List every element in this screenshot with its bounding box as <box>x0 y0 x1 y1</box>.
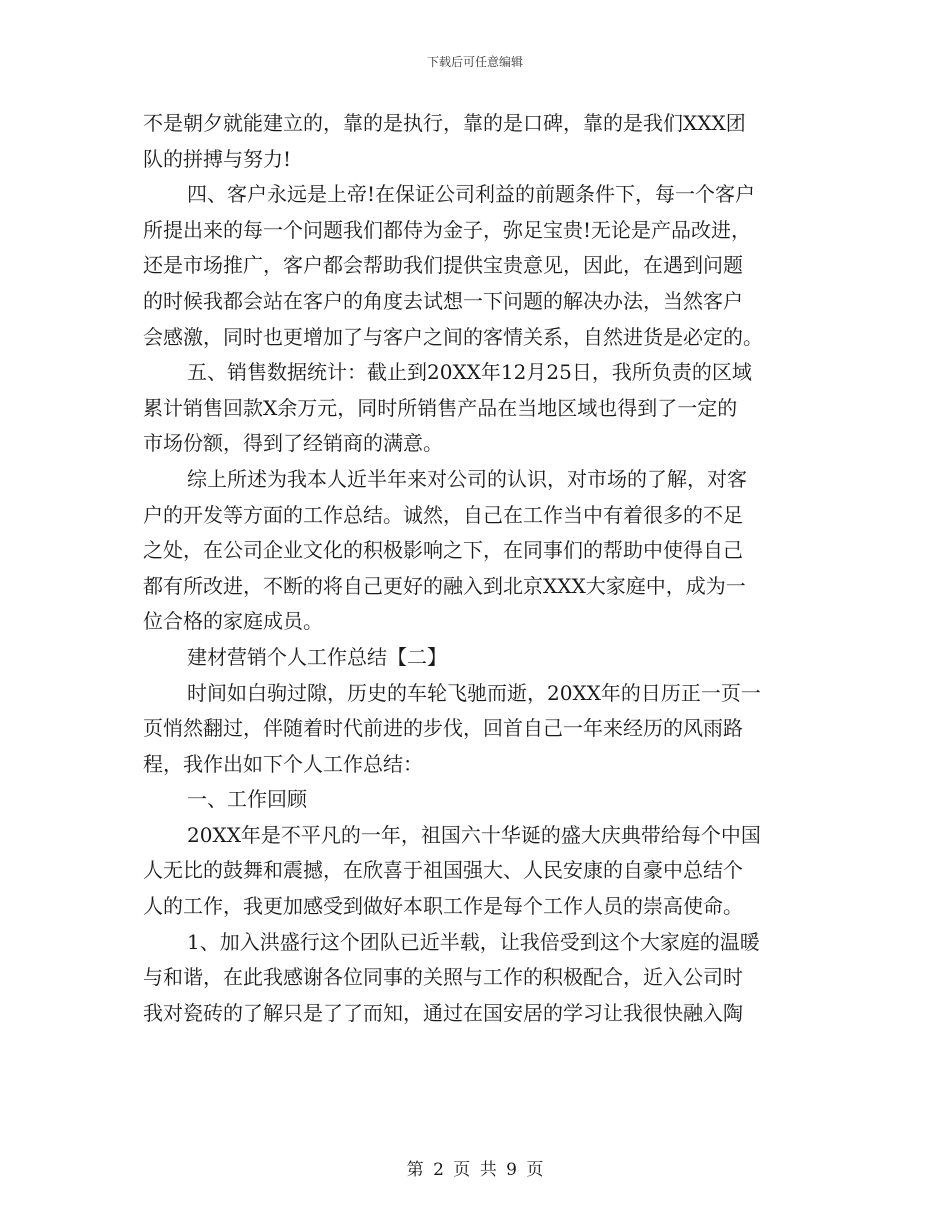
text-line: 的时候我都会站在客户的角度去试想一下问题的解决办法，当然客户 <box>143 288 743 313</box>
text-line: 程，我作出如下个人工作总结： <box>143 751 423 776</box>
text-line: 与和谐，在此我感谢各位同事的关照与工作的积极配合，近入公司时 <box>143 965 743 990</box>
text-line: 20XX年是不平凡的一年，祖国六十华诞的盛大庆典带给每个中国 <box>187 822 761 847</box>
text-line: 之处，在公司企业文化的积极影响之下，在同事们的帮助中使得自己 <box>143 538 743 563</box>
text-line: 综上所述为我本人近半年来对公司的认识，对市场的了解，对客 <box>187 466 747 491</box>
text-line: 人的工作，我更加感受到做好本职工作是每个工作人员的崇高使命。 <box>143 894 743 919</box>
text-line: 位合格的家庭成员。 <box>143 609 323 634</box>
text-line: 户的开发等方面的工作总结。诚然，自己在工作当中有着很多的不足 <box>143 502 743 527</box>
text-line: 所提出来的每一个问题我们都侍为金子，弥足宝贵!无论是产品改进， <box>143 217 752 242</box>
text-line: 累计销售回款X余万元，同时所销售产品在当地区域也得到了一定的 <box>143 395 738 420</box>
text-line: 还是市场推广，客户都会帮助我们提供宝贵意见，因此，在遇到问题 <box>143 253 743 278</box>
text-line: 人无比的鼓舞和震撼，在欣喜于祖国强大、人民安康的自豪中总结个 <box>143 858 743 883</box>
page-header: 下载后可任意编辑 <box>426 55 523 69</box>
text-line: 时间如白驹过隙，历史的车轮飞驰而逝，20XX年的日历正一页一 <box>187 680 761 705</box>
text-line: 市场份额，得到了经销商的满意。 <box>143 431 443 456</box>
text-line: 一、工作回顾 <box>187 787 307 812</box>
text-line: 我对瓷砖的了解只是了了而知，通过在国安居的学习让我很快融入陶 <box>143 1000 743 1025</box>
text-line: 四、客户永远是上帝!在保证公司利益的前题条件下，每一个客户 <box>187 182 756 207</box>
text-line: 都有所改进，不断的将自己更好的融入到北京XXX大家庭中，成为一 <box>143 573 746 598</box>
text-line: 不是朝夕就能建立的，靠的是执行，靠的是口碑，靠的是我们XXX团 <box>143 111 746 135</box>
text-line: 队的拼搏与努力! <box>143 146 292 171</box>
page-footer: 第 2 页 共 9 页 <box>406 1160 544 1180</box>
text-line: 页悄然翻过，伴随着时代前进的步伐，回首自己一年来经历的风雨路 <box>143 716 743 741</box>
text-line: 1、加入洪盛行这个团队已近半载，让我倍受到这个大家庭的温暖 <box>187 929 760 954</box>
text-line: 会感激，同时也更增加了与客户之间的客情关系，自然进货是必定的。 <box>143 324 763 349</box>
document-body <box>143 106 813 1031</box>
text-line: 建材营销个人工作总结【二】 <box>187 644 447 669</box>
text-line: 五、销售数据统计：截止到20XX年12月25日，我所负责的区域 <box>187 360 752 385</box>
